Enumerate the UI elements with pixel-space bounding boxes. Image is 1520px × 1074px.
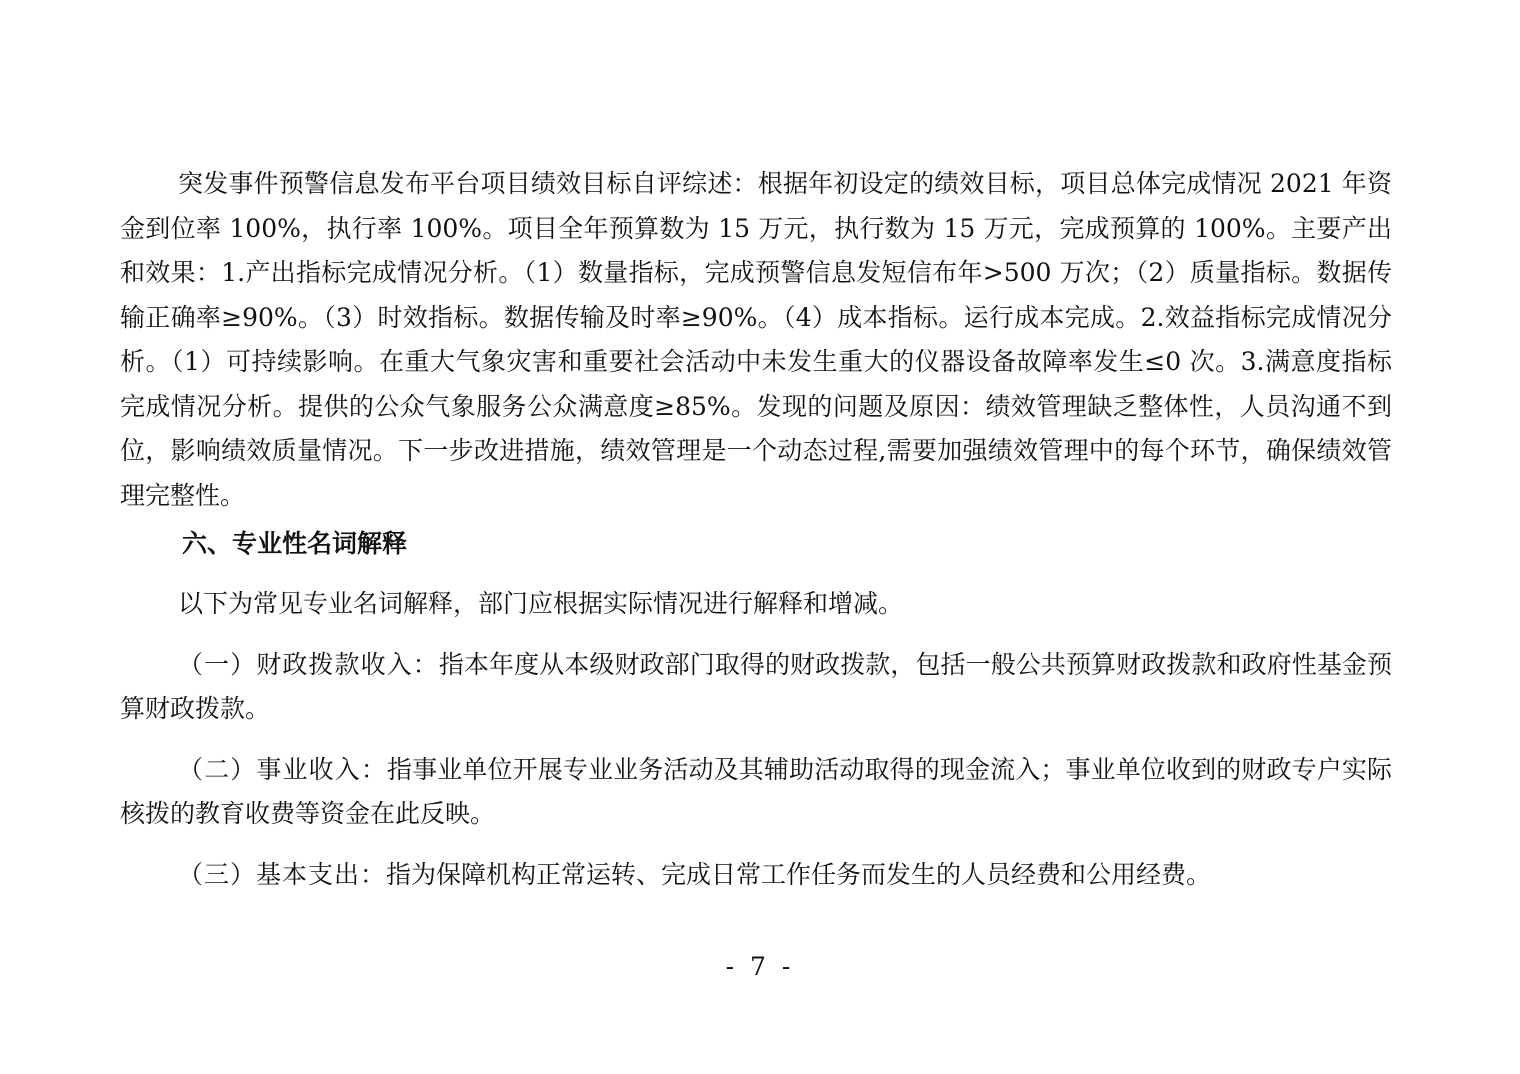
page-content — [120, 162, 1392, 897]
page-number: - 7 - — [725, 952, 795, 981]
term-definition: 指事业单位开展专业业务活动及其辅助活动取得的现金流入；事业单位收到的财政专户实际核拨的教育收费等资金在此反映。 — [120, 754, 1392, 828]
term-label: （一）财政拨款收入： — [178, 649, 439, 679]
term-paragraph — [120, 643, 1392, 732]
term-label: （二）事业收入： — [178, 754, 388, 784]
intro-paragraph: 以下为常见专业名词解释，部门应根据实际情况进行解释和增减。 — [178, 589, 904, 618]
term-paragraph — [120, 748, 1392, 837]
term-label: （三）基本支出： — [178, 859, 387, 889]
section-heading: 六、专业性名词解释 — [182, 529, 408, 558]
term-definition: 指为保障机构正常运转、完成日常工作任务而发生的人员经费和公用经费。 — [386, 859, 1212, 889]
term-definition: 指本年度从本级财政部门取得的财政拨款，包括一般公共预算财政拨款和政府性基金预算财政拨款。 — [120, 649, 1392, 723]
summary-paragraph: 突发事件预警信息发布平台项目绩效目标自评综述：根据年初设定的绩效目标，项目总体完成情况 2021 年资金到位率 100%，执行率 100%。项目全年预算数为 15 万元，执行数为 15 万元，完成预算的 100%。主要产出和效果：1.产出指标完成情况分析。（1）数量指标，完成预警信息发短信布年>500 万次；（2）质量指标。数据传输正确率≥90%。（3）时效指标。数据传输及时率≥90%。（4）成本指标。运行成本完成。2.效益指标完成情况分析。（1）可持续影响。在重大气象灾害和重要社会活动中未发生重大的仪器设备故障率发生≤0 次。3.满意度指标完成情况分析。提供的公众气象服务公众满意度≥85%。发现的问题及原因：绩效管理缺乏整体性，人员沟通不到位，影响绩效质量情况。下一步改进措施，绩效管理是一个动态过程,需要加强绩效管理中的每个环节，确保绩效管理完整性。 — [120, 169, 1392, 510]
term-paragraph — [120, 853, 1392, 898]
